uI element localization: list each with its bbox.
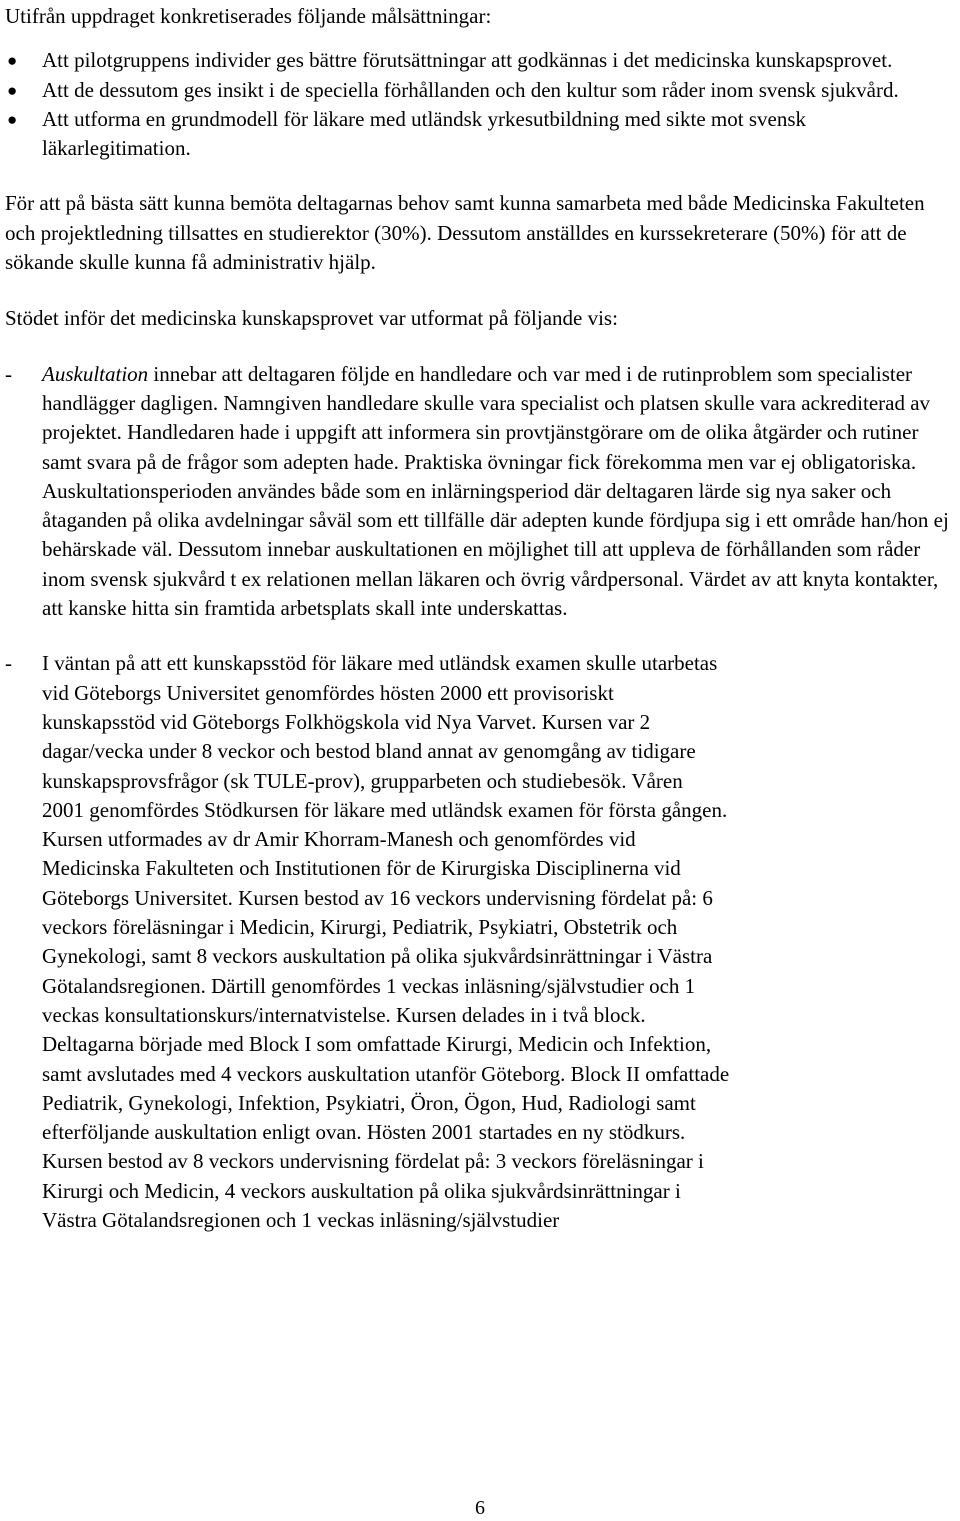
support-intro: Stödet inför det medicinska kunskapsprovet var utformat på följande vis: <box>5 306 618 331</box>
bullet-icon: ● <box>7 80 18 100</box>
goals-list <box>5 46 953 163</box>
stodkurs-line: Pediatrik, Gynekologi, Infektion, Psykiatri, Öron, Ögon, Hud, Radiologi samt <box>42 1090 696 1115</box>
auskultation-term: Auskultation <box>42 361 149 386</box>
auskultation-text: innebar att deltagaren följde en handledare och var med i de rutinproblem som specialister handlägger dagligen. Namngiven handledare skulle vara specialist och platsen skulle vara ackrediterad av projektet. Handledaren hade i uppgift att informera sin provtjänstgörare om de olika åtgärder och rutiner samt svara på de frågor som adepten hade. Praktiska övningar fick förekomma men var ej obligatoriska. Auskultationsperioden användes både som en inlärningsperiod där deltagaren lärde sig nya saker och åtaganden på olika avdelningar såväl som ett tillfälle där adepten kunde fördjupa sig i ett område han/hon ej behärskade väl. Dessutom innebar auskultationen en möjlighet till att uppleva de förhållanden som råder inom svensk sjukvård t ex relationen mellan läkaren och övrig vårdpersonal. Värdet av att knyta kontakter, att kanske hitta sin framtida arbetsplats skall inte underskattas. <box>42 361 949 621</box>
stodkurs-line: dagar/vecka under 8 veckor och bestod bland annat av genomgång av tidigare <box>42 739 696 764</box>
stodkurs-line: I väntan på att ett kunskapsstöd för läkare med utländsk examen skulle utarbetas <box>42 651 718 676</box>
bullet-icon: ● <box>7 51 18 71</box>
stodkurs-line: Västra Götalandsregionen och 1 veckas inläsning/självstudier <box>42 1207 560 1232</box>
stodkurs-line: veckors föreläsningar i Medicin, Kirurgi, Pediatrik, Psykiatri, Obstetrik och <box>42 915 678 940</box>
stodkurs-line: efterföljande auskultation enligt ovan. Hösten 2001 startades en ny stödkurs. <box>42 1120 686 1145</box>
stodkurs-line: Göteborgs Universitet. Kursen bestod av 16 veckors undervisning fördelat på: 6 <box>42 885 713 910</box>
stodkurs-line: samt avslutades med 4 veckors auskultation utanför Göteborg. Block II omfattade <box>42 1061 730 1086</box>
goal-text: Att utforma en grundmodell för läkare med utländsk yrkesutbildning med sikte mot svensk läkarlegitimation. <box>42 106 807 161</box>
intro-text: Utifrån uppdraget konkretiserades följande målsättningar: <box>5 4 492 28</box>
stodkurs-line: Medicinska Fakulteten och Institutionen för de Kirurgiska Disciplinerna vid <box>42 856 681 881</box>
stodkurs-line: veckas konsultationskurs/internatvistelse. Kursen delades in i två block. <box>42 1002 646 1027</box>
stodkurs-line: Kursen bestod av 8 veckors undervisning fördelat på: 3 veckors föreläsningar i <box>42 1149 704 1174</box>
stodkurs-line: Kirurgi och Medicin, 4 veckors auskultation på olika sjukvårdsinrättningar i <box>42 1178 681 1203</box>
stodkurs-line: Deltagarna började med Block I som omfattade Kirurgi, Medicin och Infektion, <box>42 1032 712 1057</box>
page-number: 6 <box>475 1497 485 1519</box>
stodkurs-line: Kursen utformades av dr Amir Khorram-Manesh och genomfördes vid <box>42 827 636 852</box>
auskultation-paragraph <box>42 362 949 620</box>
document-page <box>5 2 953 1235</box>
goal-item <box>5 105 953 164</box>
stodkurs-line: kunskapsstöd vid Göteborgs Folkhögskola vid Nya Varvet. Kursen var 2 <box>42 709 651 734</box>
stodkurs-line: Götalandsregionen. Därtill genomfördes 1 veckas inläsning/självstudier och 1 <box>42 973 696 998</box>
goal-item <box>5 76 953 105</box>
auskultation-item <box>5 360 953 624</box>
bullet-icon: ● <box>7 109 18 129</box>
staff-paragraph: För att på bästa sätt kunna bemöta deltagarnas behov samt kunna samarbeta med både Medicinska Fakulteten och projektledning tillsattes en studierektor (30%). Dessutom anställdes en kurssekreterare (50%) för att de sökande skulle kunna få administrativ hjälp. <box>5 191 925 275</box>
dash-marker: - <box>5 651 12 676</box>
goal-text: Att de dessutom ges insikt i de speciella förhållanden och den kultur som råder inom svensk sjukvård. <box>42 77 899 102</box>
goal-text: Att pilotgruppens individer ges bättre förutsättningar att godkännas i det medicinska kunskapsprovet. <box>42 48 893 73</box>
stodkurs-line: vid Göteborgs Universitet genomfördes hösten 2000 ett provisoriskt <box>42 680 614 705</box>
stodkurs-line: Gynekologi, samt 8 veckors auskultation på olika sjukvårdsinrättningar i Västra <box>42 944 713 969</box>
dash-marker: - <box>5 361 12 386</box>
stodkurs-line: kunskapsprovsfrågor (sk TULE-prov), grupparbeten och studiebesök. Våren <box>42 768 683 793</box>
stodkurs-paragraph <box>42 649 953 1235</box>
stodkurs-item <box>5 649 953 1235</box>
stodkurs-line: 2001 genomfördes Stödkursen för läkare med utländsk examen för första gången. <box>42 797 728 822</box>
goal-item <box>5 46 953 75</box>
